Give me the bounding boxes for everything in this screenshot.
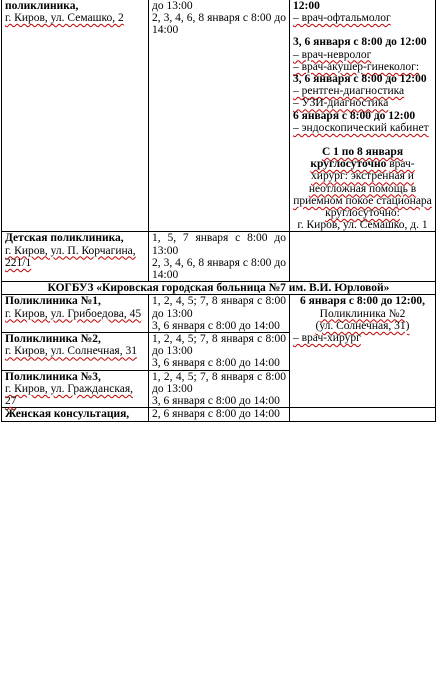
institution-address: г. Киров, ул. П. Корчагина, 221/1: [5, 244, 136, 269]
round-the-clock-block: [293, 146, 432, 231]
institution-cell: [2, 333, 149, 371]
duty-time: 6 января с 8:00 до 12:00: [293, 109, 416, 122]
institution-address: г. Киров, ул. Грибоедова, 45: [5, 307, 142, 320]
institution-cell: [2, 408, 149, 421]
schedule-cell: [149, 232, 290, 282]
duty-cell: [290, 295, 436, 408]
schedule-line: 2, 6 января с 8:00 до 14:00: [152, 408, 280, 421]
institution-name: Детская поликлиника,: [5, 232, 124, 245]
duty-doctor: – врач-акушер-гинеколог:: [293, 60, 420, 73]
duty-cell: [290, 408, 436, 421]
schedule-cell: [149, 0, 290, 232]
duty-address: (ул. Солнечная, 31): [315, 319, 410, 332]
institution-address: г. Киров, ул. Солнечная, 31: [5, 345, 137, 358]
duty-doctor: – врач-хирург: [293, 332, 361, 345]
duty-doctor: – эндоскопический кабинет: [293, 121, 429, 134]
schedule-line: 1, 2, 4, 5; 7, 8 января с 8:00 до 13:00: [152, 295, 286, 320]
section-header: КОГБУЗ «Кировская городская больница №7 им. В.И. Юрловой»: [2, 282, 436, 295]
table-row: [2, 408, 436, 421]
duty-doctor: – врач-невролог: [293, 48, 372, 61]
duty-time: 3, 6 января с 8:00 до 12:00: [293, 73, 427, 86]
institution-cell: [2, 295, 149, 333]
schedule-line: 2, 3, 4, 6, 8 января с 8:00 до 14:00: [152, 256, 286, 282]
duty-place: Поликлиника №2: [319, 307, 406, 320]
table-row: [2, 232, 436, 282]
institution-cell: [2, 0, 149, 232]
institution-name: Поликлиника №1,: [5, 295, 101, 308]
spacer: [293, 24, 432, 36]
schedule-line: 3, 6 января с 8:00 до 14:00: [152, 395, 280, 408]
duty-time: 3, 6 января с 8:00 до 12:00: [293, 36, 427, 49]
round-the-clock-title: С 1 по 8 января круглосуточно: [310, 146, 404, 171]
institution-cell: [2, 370, 149, 408]
schedule-line: 2, 3, 4, 6, 8 января с 8:00 до 14:00: [152, 12, 286, 37]
schedule-cell: [149, 408, 290, 421]
institution-name: Поликлиника №2,: [5, 333, 101, 346]
duty-cell: [290, 232, 436, 282]
schedule-line: 1, 2, 4, 5; 7, 8 января с 8:00 до 13:00: [152, 370, 286, 395]
institution-address: г. Киров, ул. Гражданская, 27: [5, 382, 134, 408]
round-the-clock-text: врач-хирург: экстренная и неотложная помощь в приемном покое стационара круглосуточно:: [293, 158, 432, 220]
schedule-line: 1, 2, 4, 5; 7, 8 января с 8:00 до 13:00: [152, 333, 286, 358]
duty-doctor: – УЗИ-диагностика: [293, 97, 389, 110]
table-row: [2, 0, 436, 232]
section-row: [2, 282, 436, 295]
duty-time: 12:00: [293, 0, 320, 12]
institution-name: Поликлиника №3,: [5, 370, 101, 383]
duty-cell: [290, 0, 436, 232]
schedule-cell: [149, 295, 290, 333]
schedule-cell: [149, 333, 290, 371]
schedule-line: 1, 5, 7 января с 8:00 до 13:00: [152, 232, 286, 257]
schedule-line: до 13:00: [152, 0, 193, 12]
round-the-clock-address: г. Киров, ул. Семашко, д. 1: [297, 219, 428, 232]
institution-address: г. Киров, ул. Семашко, 2: [5, 12, 124, 25]
institution-cell: [2, 232, 149, 282]
schedule-line: 3, 6 января с 8:00 до 14:00: [152, 357, 280, 370]
schedule-table: [1, 0, 436, 422]
duty-doctor: – рентген-диагностика: [293, 85, 405, 98]
spacer: [293, 134, 432, 146]
schedule-line: 3, 6 января с 8:00 до 14:00: [152, 319, 280, 332]
institution-name: Женская консультация,: [5, 408, 130, 421]
institution-name: поликлиника,: [5, 0, 79, 12]
schedule-cell: [149, 370, 290, 408]
duty-date: 6 января с 8:00 до 12:00,: [299, 295, 425, 308]
duty-doctor: – врач-офтальмолог: [293, 12, 391, 25]
table-row: [2, 295, 436, 333]
